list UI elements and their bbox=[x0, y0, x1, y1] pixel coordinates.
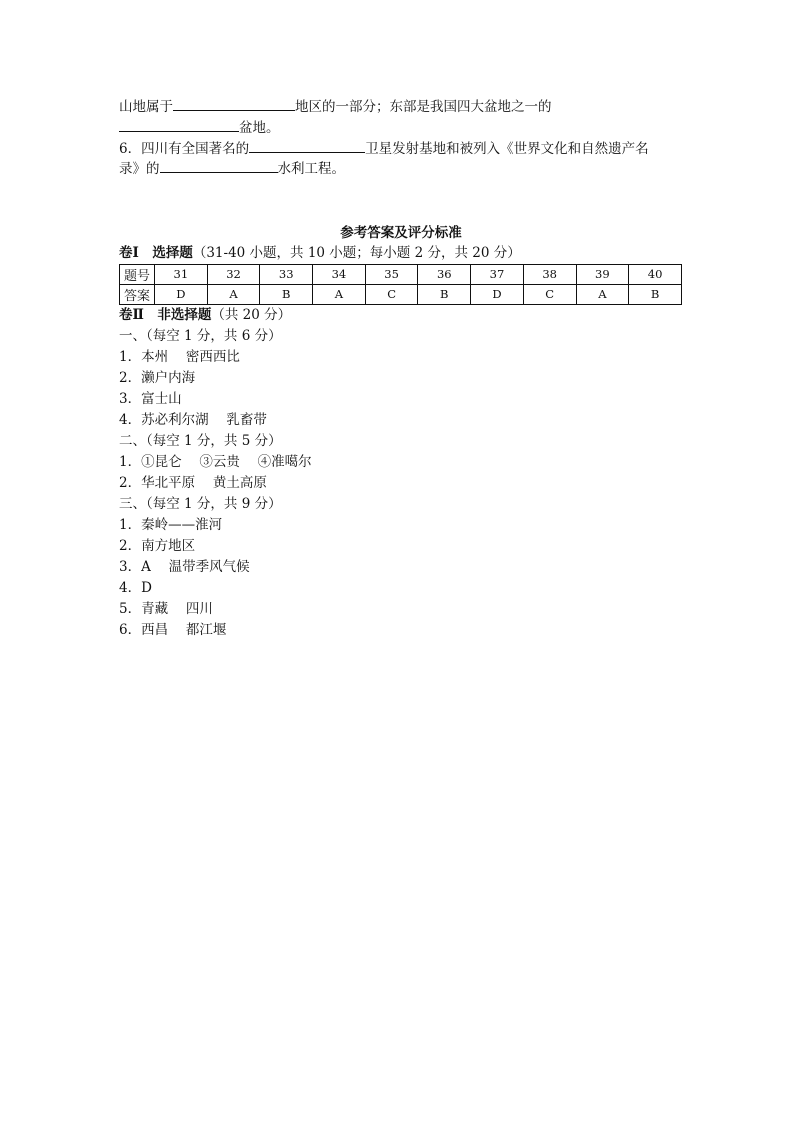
list-item: 3．A 温带季风气候 bbox=[119, 558, 250, 575]
list-item: 1．①昆仑 ③云贵 ④准噶尔 bbox=[119, 453, 312, 470]
list-item: 1．秦岭——淮河 bbox=[119, 516, 223, 533]
q6-text-middle: 卫星发射基地和被列入《世界文化和自然遗产名 bbox=[365, 140, 649, 157]
question-number-cell: 38 bbox=[523, 264, 576, 284]
q5-text-prefix: 山地属于 bbox=[119, 99, 173, 115]
answer-cell: B bbox=[629, 284, 682, 304]
answer-cell: D bbox=[155, 284, 208, 304]
answer-cell: D bbox=[471, 284, 524, 304]
question-5-line-1 bbox=[119, 96, 683, 117]
section-1-title: 一、（每空 1 分，共 6 分） bbox=[119, 327, 282, 344]
answer-blank bbox=[173, 96, 295, 111]
question-5-line-2 bbox=[119, 117, 683, 138]
row-label-answers: 答案 bbox=[120, 284, 155, 304]
answer-cell: B bbox=[260, 284, 313, 304]
list-item: 1．本州 密西西比 bbox=[119, 348, 240, 365]
q6-text-prefix: 6．四川有全国著名的 bbox=[119, 140, 250, 157]
list-item: 4．D bbox=[119, 579, 152, 596]
answer-sheet-page bbox=[119, 96, 683, 641]
question-number-cell: 39 bbox=[576, 264, 629, 284]
question-number-cell: 31 bbox=[155, 264, 208, 284]
question-6-line-2 bbox=[119, 158, 683, 179]
answer-cell: B bbox=[418, 284, 471, 304]
list-item: 3．富士山 bbox=[119, 390, 182, 407]
part1-label: 卷Ⅰ 选择题 bbox=[119, 245, 193, 262]
list-item: 4．苏必利尔湖 乳畜带 bbox=[119, 411, 267, 428]
question-number-cell: 35 bbox=[365, 264, 418, 284]
answer-blank bbox=[249, 138, 365, 153]
question-number-cell: 36 bbox=[418, 264, 471, 284]
row-label-numbers: 题号 bbox=[120, 264, 155, 284]
q6-line2-prefix: 录》的 bbox=[119, 161, 160, 178]
answer-cell: A bbox=[576, 284, 629, 304]
list-item: 2．南方地区 bbox=[119, 537, 196, 554]
question-number-cell: 40 bbox=[629, 264, 682, 284]
answer-blank bbox=[160, 158, 278, 173]
question-number-cell: 32 bbox=[207, 264, 260, 284]
list-item: 6．西昌 都江堰 bbox=[119, 621, 227, 638]
table-row-answers bbox=[120, 284, 682, 304]
part2-note: （共 20 分） bbox=[211, 306, 292, 323]
part1-note: （31-40 小题，共 10 小题；每小题 2 分，共 20 分） bbox=[192, 245, 521, 262]
answer-cell: C bbox=[523, 284, 576, 304]
answer-blank bbox=[119, 117, 239, 132]
answer-cell: A bbox=[207, 284, 260, 304]
list-item: 5．青藏 四川 bbox=[119, 600, 213, 617]
part1-header bbox=[119, 243, 683, 264]
list-item: 2．濑户内海 bbox=[119, 369, 196, 386]
q5-basin-suffix: 盆地。 bbox=[239, 119, 280, 136]
section-2-title: 二、（每空 1 分，共 5 分） bbox=[119, 432, 282, 449]
question-6-line-1 bbox=[119, 138, 683, 159]
section-3-title: 三、（每空 1 分，共 9 分） bbox=[119, 495, 282, 512]
answers-title: 参考答案及评分标准 bbox=[340, 225, 462, 242]
part2-header bbox=[119, 305, 683, 326]
table-row-numbers bbox=[120, 264, 682, 284]
answer-cell: A bbox=[313, 284, 366, 304]
question-number-cell: 37 bbox=[471, 264, 524, 284]
part2-label: 卷Ⅱ 非选择题 bbox=[119, 306, 212, 323]
list-item: 2．华北平原 黄土高原 bbox=[119, 474, 267, 491]
question-number-cell: 34 bbox=[313, 264, 366, 284]
answer-table bbox=[119, 264, 682, 305]
question-number-cell: 33 bbox=[260, 264, 313, 284]
q5-text-suffix: 地区的一部分；东部是我国四大盆地之一的 bbox=[295, 99, 552, 115]
answer-cell: C bbox=[365, 284, 418, 304]
q6-line2-suffix: 水利工程。 bbox=[277, 161, 345, 178]
